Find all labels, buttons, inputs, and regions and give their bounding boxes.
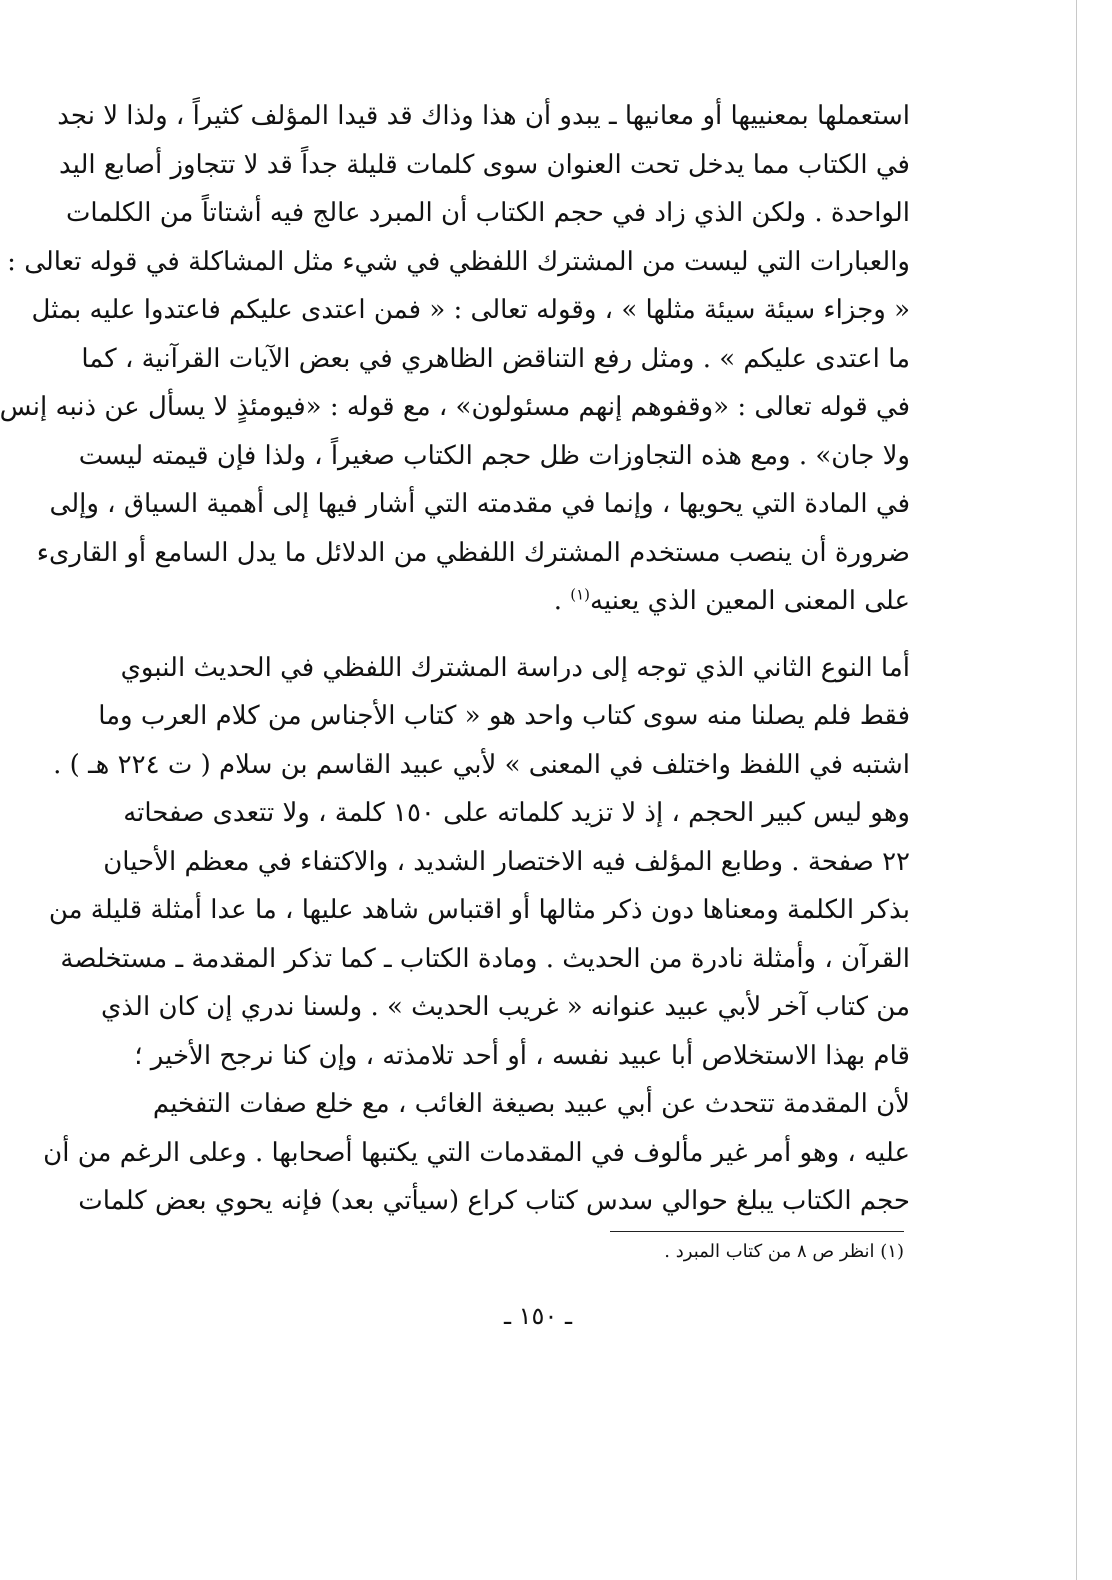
text-line: لأن المقدمة تتحدث عن أبي عبيد بصيغة الغائب ، مع خلع صفات التفخيم (152, 1089, 910, 1119)
text-line: ولا جان» . ومع هذه التجاوزات ظل حجم الكتاب صغيراً ، ولذا فإن قيمته ليست (78, 440, 910, 471)
text-line: أما النوع الثاني الذي توجه إلى دراسة المشترك اللفظي في الحديث النبوي (120, 652, 910, 683)
text-line: قام بهذا الاستخلاص أبا عبيد نفسه ، أو أحد تلامذته ، وإن كنا نرجح الأخير ؛ (134, 1040, 910, 1071)
page-number: ـ ١٥٠ ـ (503, 1302, 572, 1330)
paragraph-2 (43, 644, 910, 1226)
paragraph-gap (180, 626, 910, 644)
text-line: القرآن ، وأمثلة نادرة من الحديث . ومادة الكتاب ـ كما تذكر المقدمة ـ مستخلصة (60, 943, 910, 974)
text-line: اشتبه في اللفظ واختلف في المعنى » لأبي عبيد القاسم بن سلام ( ت ٢٢٤ هـ ) . (53, 749, 910, 780)
text-line: في الكتاب مما يدخل تحت العنوان سوى كلمات قليلة جداً قد لا تتجاوز أصابع اليد (58, 149, 910, 180)
main-text (0, 92, 910, 1226)
text-line: من كتاب آخر لأبي عبيد عنوانه « غريب الحديث » . ولسنا ندري إن كان الذي (101, 992, 910, 1022)
text-line: الواحدة . ولكن الذي زاد في حجم الكتاب أن المبرد عالج فيه أشتاتاً من الكلمات (65, 198, 910, 228)
footnote-marker[interactable]: (١) (570, 585, 590, 604)
text-segment: على المعنى المعين الذي يعنيه (590, 586, 910, 616)
paragraph-1 (0, 92, 910, 626)
text-line: حجم الكتاب يبلغ حوالي سدس كتاب كراع (سيأتي بعد) فإنه يحوي بعض كلمات (78, 1186, 910, 1216)
footnote-text: (١) انظر ص ٨ من كتاب المبرد . (664, 1241, 904, 1262)
text-line: ٢٢ صفحة . وطابع المؤلف فيه الاختصار الشديد ، والاكتفاء في معظم الأحيان (103, 846, 910, 877)
footnote-divider (610, 1231, 904, 1232)
page-edge-line (1076, 0, 1077, 1580)
text-line: فقط فلم يصلنا منه سوى كتاب واحد هو « كتاب الأجناس من كلام العرب وما (98, 701, 910, 731)
text-line: بذكر الكلمة ومعناها دون ذكر مثالها أو اقتباس شاهد عليها ، ما عدا أمثلة قليلة من (48, 895, 910, 925)
text-line: استعملها بمعنييها أو معانيها ـ يبدو أن هذا وذاك قد قيدا المؤلف كثيراً ، ولذا لا نجد (57, 101, 910, 131)
text-line: في قوله تعالى : «وقفوهم إنهم مسئولون» ، مع قوله : «فيومئذٍ لا يسأل عن ذنبه إنس (0, 392, 910, 422)
text-line: ما اعتدى عليكم » . ومثل رفع التناقض الظاهري في بعض الآيات القرآنية ، كما (81, 343, 910, 374)
text-line: والعبارات التي ليست من المشترك اللفظي في شيء مثل المشاكلة في قوله تعالى : (7, 246, 910, 277)
text-line: عليه ، وهو أمر غير مألوف في المقدمات التي يكتبها أصحابها . وعلى الرغم من أن (43, 1137, 910, 1168)
text-line: ضرورة أن ينصب مستخدم المشترك اللفظي من الدلائل ما يدل السامع أو القارىء (36, 537, 910, 568)
text-line: وهو ليس كبير الحجم ، إذ لا تزيد كلماته على ١٥٠ كلمة ، ولا تتعدى صفحاته (123, 798, 910, 828)
sentence-end: . (553, 586, 571, 616)
text-line: « وجزاء سيئة سيئة مثلها » ، وقوله تعالى : « فمن اعتدى عليكم فاعتدوا عليه بمثل (31, 295, 910, 325)
text-line-last (180, 577, 910, 626)
text-line: في المادة التي يحويها ، وإنما في مقدمته التي أشار فيها إلى أهمية السياق ، وإلى (49, 489, 910, 519)
